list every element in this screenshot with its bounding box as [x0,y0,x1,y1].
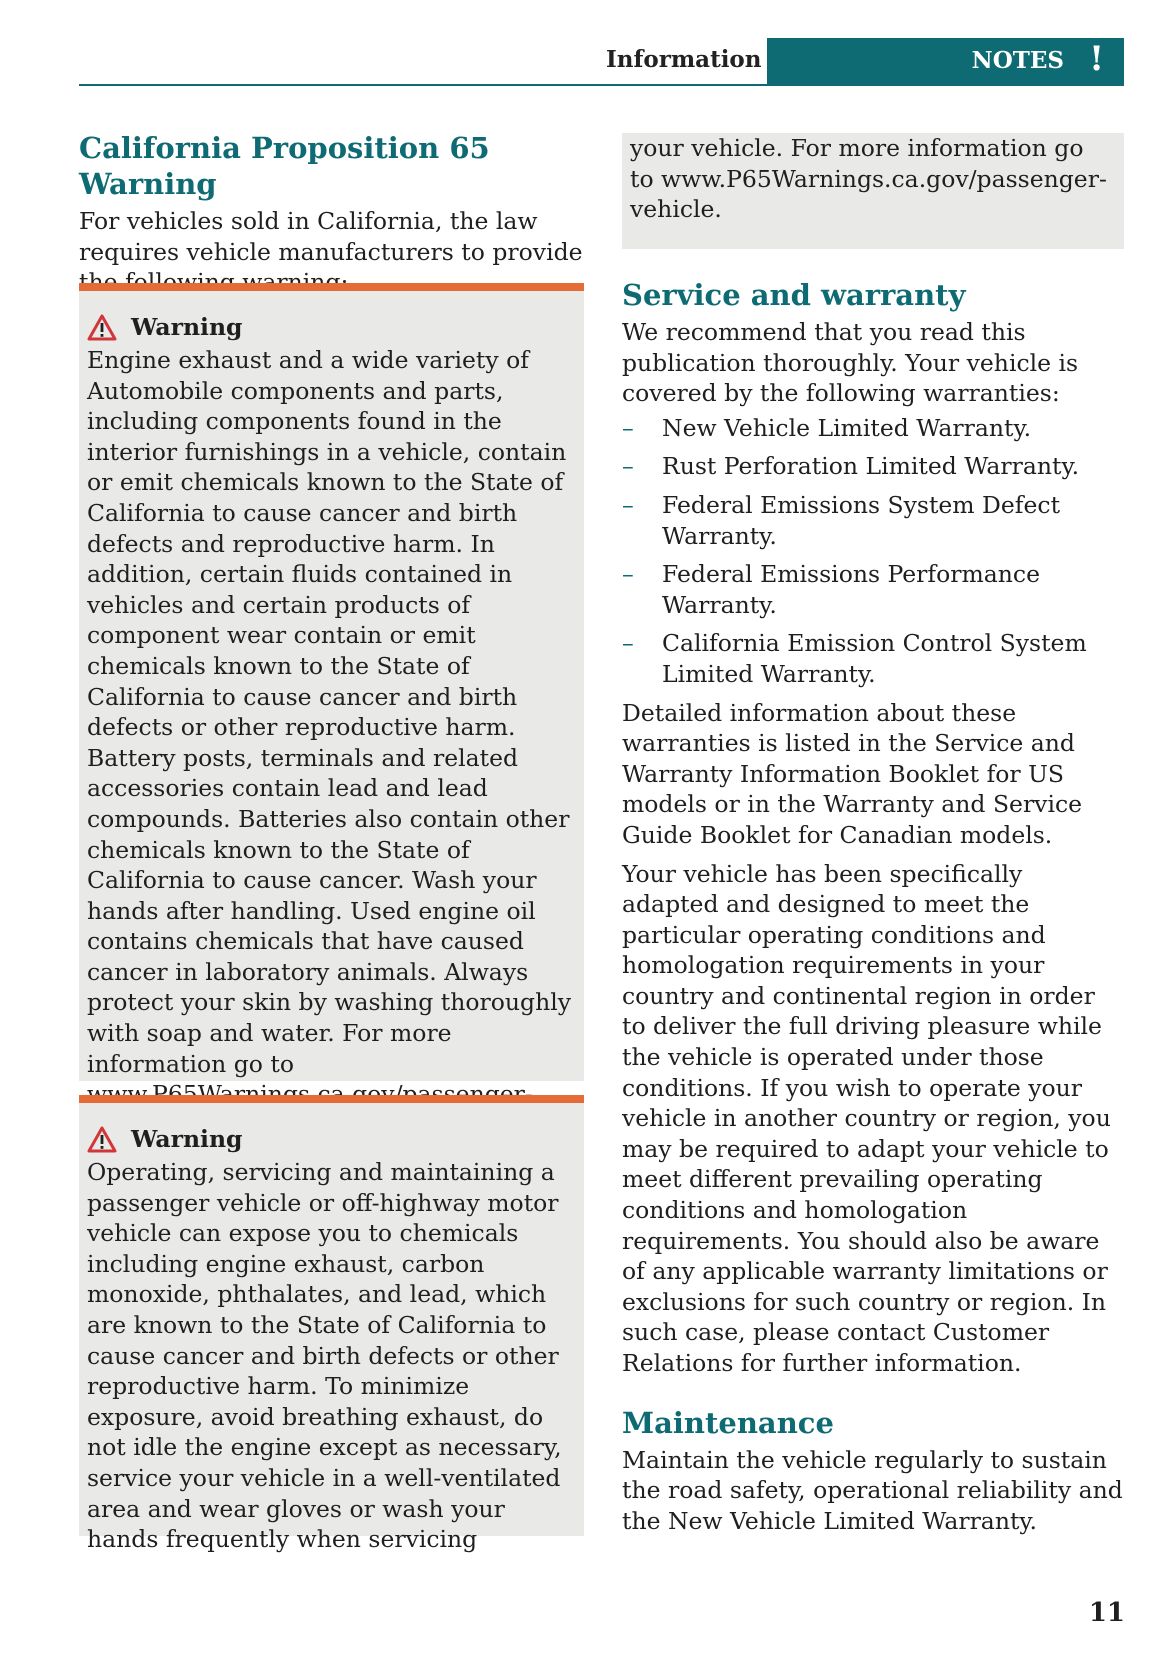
warning-title [87,313,584,341]
notes-badge [767,38,1124,85]
notes-label: NOTES [971,47,1064,74]
warning-bar [79,1095,584,1103]
prop65-intro: For vehicles sold in California, the law requires vehicle manufacturers to provide [79,207,583,266]
warning-text: Operating, servicing and maintaining a passenger vehicle or off-highway motor vehicle can expose you to chemicals including engine exhaust, carbon monoxide, phthalates, and lead, which are known to the State of California to cause cancer and birth defects or other reproductive harm. To minimize exposure, avoid breathing exhaust, do not idle the engine except as necessary, service your vehicle in a well-ventilated area and wear gloves or wash your hands frequently when servicing [87,1158,562,1554]
header-divider [79,84,1124,86]
vehicle-adaptation-text: Your vehicle has been specifically adapted and designed to meet the particular operating conditions and homologation requirements in your country and continental region in order to deliver the full driving pleasure while the vehicle is operated under those conditions. If you wish to operate your vehicle in another country or region, you may be required to adapt your vehicle to meet different prevailing operating conditions and homologation requirements. You should also be aware of any applicable warranty limitations or exclusions for such country or region. In such case, please contact Customer Relations for further information. [622,859,1111,1377]
warning-continuation-box [622,133,1124,249]
list-item: – California Emission Control System Limited Warranty. [622,629,1087,688]
list-item: – Rust Perforation Limited Warranty. [622,452,1080,481]
warning-box-1 [79,283,584,1081]
service-heading: Service and warranty [622,278,966,312]
warning-triangle-icon [87,1126,117,1153]
warning-label: Warning [131,313,243,341]
list-item: – New Vehicle Limited Warranty. [622,413,1032,442]
warning-bar [79,283,584,291]
warning-label: Warning [131,1125,243,1153]
warranty-details: Detailed information about these warranties is listed in the Service and Warranty Information Booklet for US models or in the Warranty and Service Guide Booklet for Canadian models. [622,698,1083,849]
prop65-heading: California Proposition 65 Warning [79,131,490,201]
page-number: 11 [1088,1598,1125,1628]
warranty-list [622,413,1124,690]
warning-text: Engine exhaust and a wide variety of Automobile components and parts, including components found in the interior furnishings in a vehicle, contain or emit chemicals known to the State of California to cause cancer and birth defects and reproductive harm. In addition, certain fluids contained in vehicles and certain products of component wear contain or emit chemicals known to the State of California to cause cancer and birth defects or other reproductive harm. Battery posts, terminals and related accessories contain lead and lead compounds. Batteries also contain other chemicals known to the State of California to cause cancer. Wash your hands after handling. Used engine oil contains chemicals that have caused cancer in laboratory animals. Always protect your skin by washing thoroughly with soap and water. For more information go to [87,346,572,1078]
warning-continuation-text: your vehicle. For more information go to www.P65Warnings.ca.gov/passenger-vehicle. [630,134,1107,224]
list-item: – Federal Emissions Performance Warranty. [622,560,1040,619]
warning-triangle-icon [87,314,117,341]
exclamation-icon: ! [1089,39,1104,79]
maintenance-text: Maintain the vehicle regularly to sustain the road safety, operational reliability and the New Vehicle Limited Warranty. [622,1445,1123,1535]
warning-box-2 [79,1095,584,1554]
warning-title [87,1125,584,1153]
service-intro: We recommend that you read this publication thoroughly. Your vehicle is covered by the following warranties: [622,318,1079,408]
maintenance-heading: Maintenance [622,1405,834,1440]
left-column [79,130,584,298]
list-item: – Federal Emissions System Defect Warranty. [622,490,1061,550]
section-title: Information [606,46,762,73]
right-column [622,277,1124,1536]
